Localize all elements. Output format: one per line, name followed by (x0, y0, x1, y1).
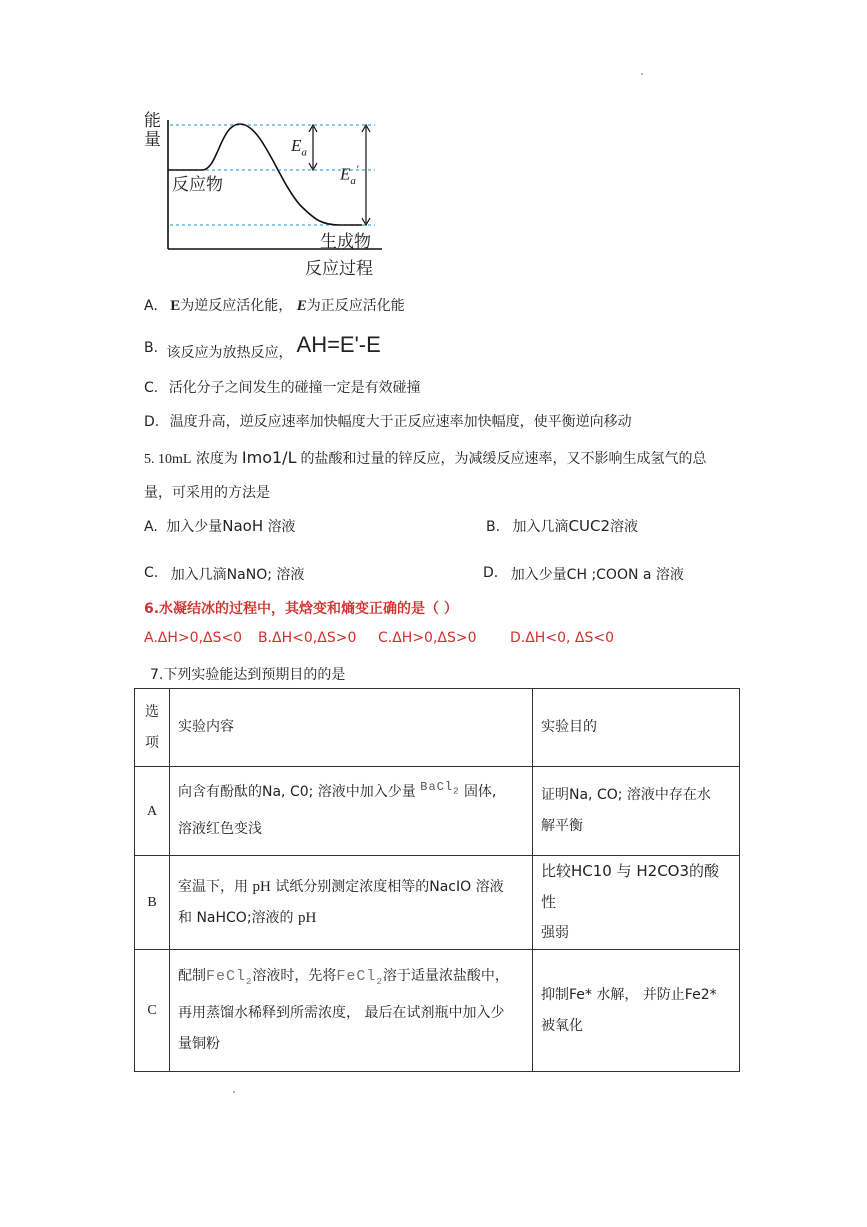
enthalpy-formula: AH=E'-E (296, 332, 381, 357)
option-text: 加入少量CH ;COON a 溶液 (510, 567, 684, 583)
purpose-line: 被氧化 (541, 1017, 583, 1034)
table-row (135, 767, 740, 856)
content-text: 向含有酚酞的Na, C0; 溶液中加入少量 (178, 784, 416, 801)
row-content (170, 856, 533, 950)
option-text: 加入少量 (166, 519, 223, 535)
y-axis-label-2: 量 (144, 130, 161, 149)
content-line: 溶液红色变浅 (178, 820, 262, 837)
row-option: A (135, 767, 170, 856)
header-option-line-2: 项 (145, 735, 159, 751)
q4-option-d (144, 411, 632, 431)
purpose-line: 解平衡 (541, 818, 583, 834)
ea-prime-label (340, 162, 358, 187)
content-line (178, 961, 524, 998)
q5-stem-line-2 (144, 482, 270, 502)
option-text: 该反应为放热反应， (166, 345, 293, 361)
chemical: FeCl (336, 968, 377, 985)
stem-text: 浓度为 (195, 451, 238, 467)
stem-text: 量，可采用的方法是 (144, 485, 270, 501)
ea-prime-subscript: a (350, 175, 356, 188)
ea-subscript: a (301, 146, 307, 159)
chemical: NaoH (222, 517, 264, 535)
chemical-formula-image (206, 968, 252, 985)
q5-option-c (144, 562, 304, 582)
option-label: B. (144, 340, 159, 356)
y-axis-label-1: 能 (144, 111, 161, 130)
option-label: A. (144, 298, 158, 314)
ph-text: pH (298, 909, 317, 926)
header-purpose: 实验目的 (533, 689, 740, 767)
content-line (178, 872, 524, 903)
content-text: 室温下，用 (178, 878, 248, 895)
x-axis-label: 反应过程 (305, 259, 373, 278)
row-purpose (533, 767, 740, 856)
energy-diagram (140, 100, 390, 280)
ea-prime-mark: ' (355, 162, 359, 176)
content-line: 量铜粉 (178, 1036, 220, 1052)
header-option (135, 689, 170, 767)
stem-text: 的盐酸和过量的锌反应，为减缓反应速率，又不影响生成氢气的总 (300, 451, 707, 467)
reactant-label: 反应物 (172, 175, 223, 194)
concentration: Imo1/L (241, 448, 297, 467)
q6-option-a: A.ΔH>0,ΔS<0 (144, 630, 243, 646)
content-text: 配制 (178, 968, 206, 984)
content-line (178, 903, 524, 934)
chemical: BaCl (420, 780, 454, 795)
q4-option-c (144, 377, 421, 397)
header-content: 实验内容 (170, 689, 533, 767)
q5-stem-line-1 (144, 448, 706, 468)
chemical: CUC2 (568, 517, 610, 535)
ea-prime-symbol: E (296, 298, 307, 314)
q6-option-b: B.ΔH<0,ΔS>0 (258, 630, 357, 646)
q5-option-a (144, 516, 296, 536)
option-label: A. (144, 519, 158, 535)
option-label: D. (483, 565, 499, 581)
purpose-line: 证明Na, CO; 溶液中存在水 (541, 787, 711, 803)
purpose-line: 强弱 (541, 925, 569, 941)
q6-stem: 6.水凝结冰的过程中，其焓变和熵变正确的是（ ） (144, 601, 458, 617)
ea-letter: E (291, 136, 302, 155)
chemical-formula-image (420, 780, 460, 797)
chemical-subscript: 2 (376, 977, 383, 987)
row-content (170, 767, 533, 856)
row-purpose (533, 950, 740, 1072)
option-text: 温度升高，逆反应速率加快幅度大于正反应速率加快幅度，使平衡逆向移动 (169, 414, 632, 430)
q4-option-b (144, 332, 381, 361)
chemical: FeCl (206, 968, 247, 985)
purpose-line: 比较HC10 与 H2CO3的酸性 (541, 862, 720, 911)
content-line: 再用蒸馏水稀释到所需浓度， 最后在试剂瓶中加入少 (178, 1005, 505, 1021)
chemical-subscript: 2 (246, 977, 253, 987)
option-text: 加入几滴 (512, 519, 569, 535)
option-label: C. (144, 565, 159, 581)
option-label: D. (144, 414, 160, 430)
content-text: 溶于适量浓盐酸中， (382, 968, 509, 984)
header-option-line-1: 选 (145, 704, 159, 720)
q6-option-d: D.ΔH<0, ΔS<0 (510, 630, 614, 646)
table-row (135, 950, 740, 1072)
option-text: 活化分子之间发生的碰撞一定是有效碰撞 (168, 380, 421, 396)
option-text: 加入几滴NaNO; 溶液 (170, 567, 305, 583)
table-header-row (135, 689, 740, 767)
q4-option-a (144, 295, 405, 315)
q7-stem: 7.下列实验能达到预期目的的是 (150, 667, 346, 683)
q6-option-c: C.ΔH>0,ΔS>0 (378, 630, 477, 646)
product-label: 生成物 (320, 232, 371, 251)
page-speck (641, 73, 643, 75)
row-purpose (533, 856, 740, 950)
option-text: 为逆反应活化能， (180, 298, 293, 314)
row-content (170, 950, 533, 1072)
q5-option-d (483, 562, 684, 582)
chemical-subscript: 2 (453, 786, 460, 797)
q5-option-b (486, 516, 638, 536)
option-text: 为正反应活化能 (306, 298, 405, 314)
ph-text: pH (252, 878, 271, 895)
row-option: B (135, 856, 170, 950)
question-number: 5. 10mL (144, 452, 192, 467)
content-text: 试纸分别测定浓度相等的NacIO 溶液 (275, 878, 504, 895)
ea-symbol: E (170, 298, 181, 314)
table-row (135, 856, 740, 950)
page-speck (233, 1091, 235, 1093)
content-text: 固体, (463, 784, 497, 801)
option-label: C. (144, 380, 159, 396)
option-text: 溶液 (610, 519, 638, 535)
content-text: 溶液时，先将 (252, 968, 337, 984)
experiment-table (134, 688, 740, 1072)
option-label: B. (486, 519, 501, 535)
ea-prime-letter: E (340, 164, 351, 184)
row-option: C (135, 950, 170, 1072)
content-line (178, 777, 524, 813)
chemical-formula-image (336, 968, 382, 985)
option-text: 溶液 (267, 519, 296, 535)
purpose-line: 抑制Fe* 水解， 并防止Fe2* (541, 986, 717, 1003)
ea-label (291, 136, 307, 158)
content-text: 和 NaHCO;溶液的 (178, 909, 294, 926)
